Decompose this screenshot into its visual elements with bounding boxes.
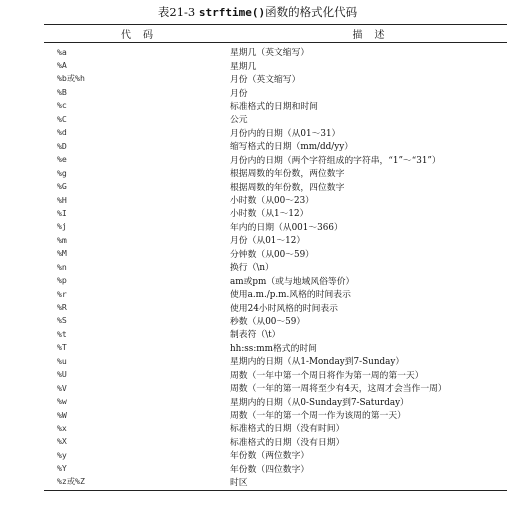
table-row <box>44 260 507 273</box>
format-description: 星期几 <box>230 61 257 72</box>
table-row <box>44 220 507 233</box>
table-row <box>44 394 507 407</box>
table-row <box>44 300 507 313</box>
table-row <box>44 126 507 139</box>
table-row <box>44 408 507 421</box>
format-description: 标准格式的日期（没有日期） <box>230 437 345 448</box>
table-row <box>44 99 507 112</box>
table-row <box>44 287 507 300</box>
format-code: %W <box>57 409 67 420</box>
table-row <box>44 475 507 488</box>
format-description: 小时数（从1～12） <box>230 209 309 220</box>
table-row <box>44 193 507 206</box>
format-description: 公元 <box>230 115 248 126</box>
format-code: %g <box>57 167 67 178</box>
format-description: 分钟数（从00～59） <box>230 249 314 260</box>
format-code: %I <box>57 207 67 218</box>
format-description: hh:ss:mm格式的时间 <box>230 343 317 354</box>
format-code: %B <box>57 87 67 98</box>
table-row <box>44 462 507 475</box>
format-code: %D <box>57 140 67 151</box>
table-row <box>44 233 507 246</box>
format-description: 星期几（英文缩写） <box>230 48 310 59</box>
table-row <box>44 153 507 166</box>
format-code: %p <box>57 275 67 286</box>
format-description: 使用24小时风格的时间表示 <box>230 303 338 314</box>
format-code: %V <box>57 382 67 393</box>
format-code: %n <box>57 261 67 272</box>
format-description: 根据周数的年份数，两位数字 <box>230 169 345 180</box>
table-row <box>44 314 507 327</box>
format-code-table <box>44 24 507 491</box>
format-description: 年份数（四位数字） <box>230 464 310 475</box>
table-body <box>44 43 507 490</box>
caption-number: 表21-3 <box>157 5 196 19</box>
format-code: %t <box>57 328 67 339</box>
format-code: %U <box>57 369 67 380</box>
table-row <box>44 247 507 260</box>
format-description: 换行（\n） <box>230 263 274 274</box>
format-code: %H <box>57 194 67 205</box>
format-description: 年份数（两位数字） <box>230 451 310 462</box>
format-description: 缩写格式的日期（mm/dd/yy） <box>230 142 353 153</box>
format-code: %w <box>57 396 67 407</box>
table-row <box>44 435 507 448</box>
format-description: am或pm（或与地域风俗等价） <box>230 276 355 287</box>
table-row <box>44 327 507 340</box>
format-code: %z或%Z <box>57 476 85 487</box>
format-code: %y <box>57 449 67 460</box>
format-code: %r <box>57 288 67 299</box>
format-code: %A <box>57 60 67 71</box>
format-code: %e <box>57 154 67 165</box>
caption-function: strftime() <box>198 6 266 19</box>
table-row <box>44 72 507 85</box>
format-description: 制表符（\t） <box>230 330 281 341</box>
format-code: %d <box>57 127 67 138</box>
table-row <box>44 421 507 434</box>
format-description: 星期内的日期（从1-Monday到7-Sunday） <box>230 357 405 368</box>
format-description: 周数（一年的第一周将至少有4天，这周才会当作一周） <box>230 384 447 395</box>
table-row <box>44 381 507 394</box>
format-description: 周数（一年中第一个周日将作为第一周的第一天） <box>230 370 424 381</box>
table-row <box>44 368 507 381</box>
format-code: %S <box>57 315 67 326</box>
table-row <box>44 112 507 125</box>
format-description: 周数（一年的第一个周一作为该周的第一天） <box>230 411 406 422</box>
table-row <box>44 45 507 58</box>
table-row <box>44 85 507 98</box>
format-code: %X <box>57 436 67 447</box>
format-description: 月份内的日期（从01～31） <box>230 128 341 139</box>
header-description: 描述 <box>352 30 397 41</box>
format-description: 月份内的日期（两个字符组成的字符串，“1”～“31”） <box>230 155 441 166</box>
format-code: %u <box>57 355 67 366</box>
format-code: %G <box>57 181 67 192</box>
caption-text: 函数的格式化代码 <box>265 5 358 19</box>
format-code: %T <box>57 342 67 353</box>
table-row <box>44 341 507 354</box>
format-description: 标准格式的日期和时间 <box>230 101 318 112</box>
header-code: 代码 <box>121 30 165 41</box>
format-code: %m <box>57 234 67 245</box>
format-description: 小时数（从00～23） <box>230 196 314 207</box>
format-code: %R <box>57 302 67 313</box>
table-row <box>44 354 507 367</box>
format-code: %x <box>57 422 67 433</box>
table-row <box>44 166 507 179</box>
format-code: %c <box>57 100 67 111</box>
table-row <box>44 139 507 152</box>
table-row <box>44 179 507 192</box>
table-row <box>44 273 507 286</box>
format-code: %M <box>57 248 67 259</box>
format-description: 使用a.m./p.m.风格的时间表示 <box>230 290 351 301</box>
format-code: %j <box>57 221 67 232</box>
format-description: 时区 <box>230 478 248 489</box>
format-description: 月份 <box>230 88 248 99</box>
format-description: 秒数（从00～59） <box>230 316 306 327</box>
format-description: 星期内的日期（从0-Sunday到7-Saturday） <box>230 397 409 408</box>
format-code: %C <box>57 113 67 124</box>
format-description: 月份（从01～12） <box>230 236 306 247</box>
format-code: %a <box>57 46 67 57</box>
table-row <box>44 206 507 219</box>
format-code: %Y <box>57 463 67 474</box>
format-description: 标准格式的日期（没有时间） <box>230 424 345 435</box>
format-description: 年内的日期（从001～366） <box>230 222 343 233</box>
format-description: 月份（英文缩写） <box>230 75 301 86</box>
table-row <box>44 58 507 71</box>
table-header <box>44 25 507 43</box>
table-caption <box>0 5 515 20</box>
format-description: 根据周数的年份数，四位数字 <box>230 182 345 193</box>
format-code: %b或%h <box>57 73 85 84</box>
table-row <box>44 448 507 461</box>
